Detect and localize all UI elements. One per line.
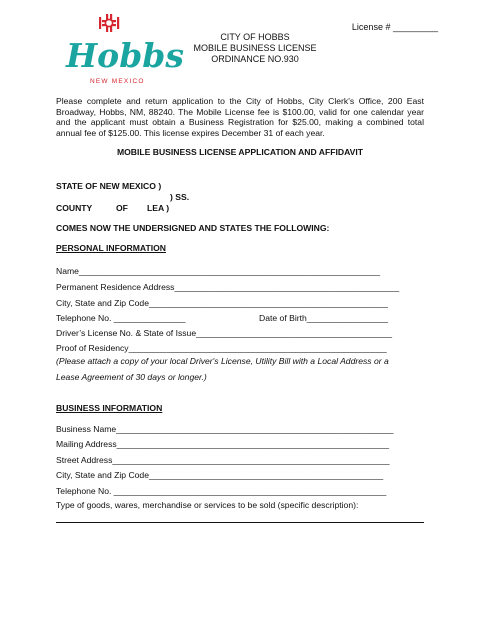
personal-city-state-zip-field[interactable]: City, State and Zip Code__________________________________________________ [56,298,388,308]
residence-address-field[interactable]: Permanent Residence Address_______________________________________________ [56,282,400,292]
header-city: CITY OF HOBBS [220,32,290,42]
business-telephone-field[interactable]: Telephone No. _________________________________________________________ [56,486,387,496]
svg-text:Hobbs: Hobbs [66,36,184,75]
intro-paragraph: Please complete and return application to the City of Hobbs, City Clerk's Office, 200 East Broadway, Hobbs, NM, 88240. The Mobile License fee is $100.00, valid for one calendar year and the applicant must obtain a Business Registration for $25.00, making a combined total annual fee of $125.00. This license expires December 31 of each year. [56,96,424,138]
drivers-license-field[interactable]: Driver’s License No. & State of Issue_________________________________________ [56,328,393,338]
business-city-state-zip-field[interactable]: City, State and Zip Code_________________________________________________ [56,470,384,480]
personal-info-heading: PERSONAL INFORMATION [56,243,166,253]
venue-lea: LEA ) [147,203,170,213]
venue-ss: ) SS. [170,192,190,202]
proof-of-residency-field[interactable]: Proof of Residency______________________________________________________ [56,343,387,353]
zia-sun-icon [60,12,184,92]
header-license-type: MOBILE BUSINESS LICENSE [193,43,317,53]
personal-name-field[interactable]: Name_______________________________________________________________ [56,266,381,276]
goods-description-line[interactable] [56,522,424,523]
svg-text:NEW MEXICO: NEW MEXICO [90,78,145,85]
venue-county: COUNTY [56,203,93,213]
venue-of: OF [116,203,128,213]
street-address-field[interactable]: Street Address__________________________________________________________ [56,455,390,465]
header-ordinance: ORDINANCE NO.930 [211,54,299,64]
personal-telephone-field[interactable]: Telephone No. _______________ [56,313,186,323]
form-title: MOBILE BUSINESS LICENSE APPLICATION AND AFFIDAVIT [116,147,364,157]
document-header [170,32,340,65]
business-name-field[interactable]: Business Name__________________________________________________________ [56,424,394,434]
comes-now-statement: COMES NOW THE UNDERSIGNED AND STATES THE FOLLOWING: [56,223,330,233]
venue-state: STATE OF NEW MEXICO ) [56,181,162,191]
business-info-heading: BUSINESS INFORMATION [56,403,163,413]
hobbs-logo [60,12,184,92]
attachment-note-line2: Lease Agreement of 30 days or longer.) [56,372,207,382]
mailing-address-field[interactable]: Mailing Address_________________________________________________________ [56,439,390,449]
license-number-label: License # _________ [351,22,438,32]
attachment-note-line1: (Please attach a copy of your local Driver's License, Utility Bill with a Local Address or a [56,356,389,366]
date-of-birth-field[interactable]: Date of Birth_________________ [259,313,389,323]
goods-description-label: Type of goods, wares, merchandise or services to be sold (specific description): [56,500,359,510]
